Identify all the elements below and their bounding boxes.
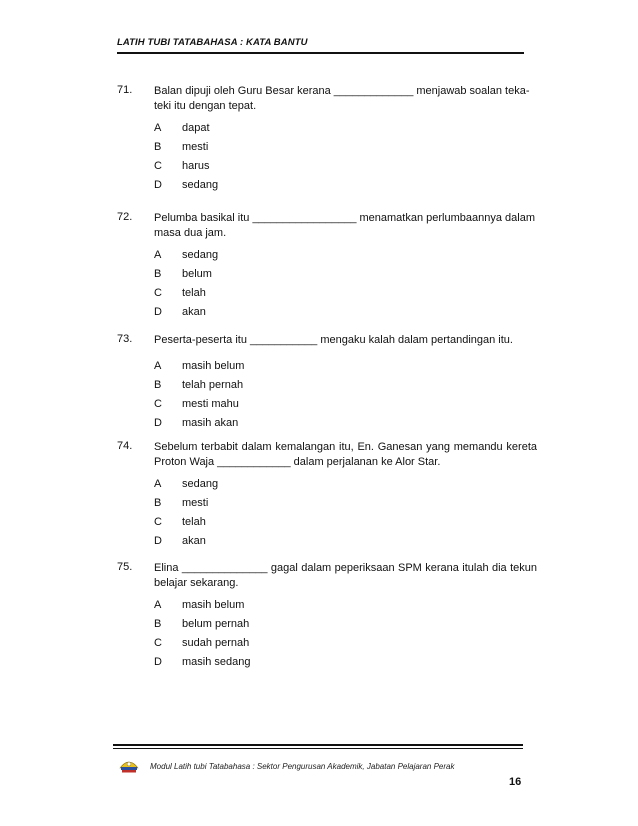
option-d[interactable] <box>154 175 537 194</box>
option-a[interactable] <box>154 245 537 264</box>
option-c[interactable] <box>154 512 537 531</box>
option-text: sedang <box>182 248 219 261</box>
option-c[interactable] <box>154 633 537 652</box>
option-a[interactable] <box>154 118 537 137</box>
option-letter: C <box>154 397 162 410</box>
question-73 <box>117 333 537 432</box>
question-stem: Peserta-peserta itu ___________ mengaku kalah dalam pertandingan itu. <box>154 334 513 346</box>
option-letter: A <box>154 121 162 134</box>
option-b[interactable] <box>154 614 537 633</box>
option-d[interactable] <box>154 652 537 671</box>
header-divider <box>117 52 524 54</box>
option-text: masih belum <box>182 598 245 611</box>
option-text: belum <box>182 267 212 280</box>
option-a[interactable] <box>154 356 537 375</box>
option-b[interactable] <box>154 137 537 156</box>
option-text: sedang <box>182 477 219 490</box>
option-list <box>154 595 537 671</box>
question-71 <box>117 84 537 194</box>
option-text: akan <box>182 534 206 547</box>
question-stem: Pelumba basikal itu _________________ menamatkan perlumbaannya dalam masa dua jam. <box>154 212 535 239</box>
option-b[interactable] <box>154 493 537 512</box>
crest-icon <box>118 756 140 774</box>
option-d[interactable] <box>154 531 537 550</box>
option-text: masih akan <box>182 416 239 429</box>
option-d[interactable] <box>154 302 537 321</box>
question-72 <box>117 211 537 321</box>
option-text: dapat <box>182 121 210 134</box>
question-number: 72. <box>117 211 133 223</box>
option-a[interactable] <box>154 595 537 614</box>
page-header-title: LATIH TUBI TATABAHASA : KATA BANTU <box>117 37 308 48</box>
question-stem: Balan dipuji oleh Guru Besar kerana _____________ menjawab soalan teka- teki itu dengan tepat. <box>154 85 530 112</box>
option-a[interactable] <box>154 474 537 493</box>
footer-divider-thin <box>113 748 523 749</box>
option-letter: C <box>154 286 162 299</box>
question-stem: Sebelum terbabit dalam kemalangan itu, En. Ganesan yang memandu kereta Proton Waja ____________ dalam perjalanan ke Alor Star. <box>154 441 537 468</box>
option-letter: A <box>154 248 162 261</box>
option-letter: A <box>154 477 162 490</box>
option-letter: B <box>154 267 162 280</box>
option-text: telah pernah <box>182 378 244 391</box>
option-letter: B <box>154 617 162 630</box>
option-c[interactable] <box>154 156 537 175</box>
option-letter: C <box>154 515 162 528</box>
option-b[interactable] <box>154 264 537 283</box>
option-text: mesti mahu <box>182 397 239 410</box>
option-letter: D <box>154 178 162 191</box>
question-number: 75. <box>117 561 133 573</box>
option-letter: C <box>154 159 162 172</box>
option-letter: A <box>154 359 162 372</box>
option-text: mesti <box>182 140 209 153</box>
option-letter: B <box>154 378 162 391</box>
option-list <box>154 118 537 194</box>
option-c[interactable] <box>154 394 537 413</box>
option-letter: D <box>154 655 162 668</box>
option-text: telah <box>182 286 206 299</box>
option-letter: B <box>154 496 162 509</box>
option-text: sedang <box>182 178 219 191</box>
question-75 <box>117 561 537 671</box>
option-text: masih belum <box>182 359 245 372</box>
option-text: akan <box>182 305 206 318</box>
option-list <box>154 356 537 432</box>
page-number: 16 <box>509 776 522 788</box>
option-b[interactable] <box>154 375 537 394</box>
option-text: telah <box>182 515 206 528</box>
question-number: 73. <box>117 333 133 345</box>
option-text: sudah pernah <box>182 636 250 649</box>
option-letter: D <box>154 305 162 318</box>
question-stem: Elina ______________ gagal dalam peperiksaan SPM kerana itulah dia tekun belajar sekarang. <box>154 562 537 589</box>
option-letter: D <box>154 416 162 429</box>
option-text: mesti <box>182 496 209 509</box>
option-letter: C <box>154 636 162 649</box>
option-text: belum pernah <box>182 617 250 630</box>
option-text: masih sedang <box>182 655 251 668</box>
footer-text: Modul Latih tubi Tatabahasa : Sektor Pengurusan Akademik, Jabatan Pelajaran Perak <box>150 762 455 771</box>
option-letter: A <box>154 598 162 611</box>
question-number: 71. <box>117 84 133 96</box>
option-letter: B <box>154 140 162 153</box>
option-d[interactable] <box>154 413 537 432</box>
option-letter: D <box>154 534 162 547</box>
option-c[interactable] <box>154 283 537 302</box>
question-74 <box>117 440 537 550</box>
footer-divider <box>113 744 523 746</box>
option-list <box>154 245 537 321</box>
question-number: 74. <box>117 440 133 452</box>
option-text: harus <box>182 159 210 172</box>
option-list <box>154 474 537 550</box>
